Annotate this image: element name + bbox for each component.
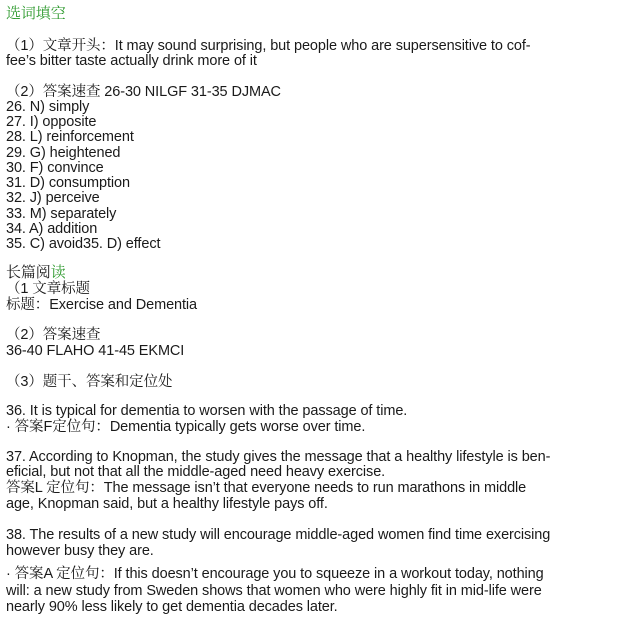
answer-35: 35. C) avoid35. D) effect <box>6 236 161 252</box>
article-title: 标题：Exercise and Dementia <box>6 297 198 313</box>
section2-title-part2: 读 <box>50 264 66 281</box>
opening-line-1: （1）文章开头：It may sound surprising, but people who are supersensitive to cof- <box>6 38 531 54</box>
answer-33: 33. M) separately <box>6 206 117 222</box>
q37-locator-line2: age, Knopman said, but a healthy lifestyle pays off. <box>6 496 328 512</box>
q36-locator: · 答案F定位句：Dementia typically gets worse over time. <box>6 419 366 435</box>
section1-title: 选词填空 <box>6 5 66 22</box>
answer-28: 28. L) reinforcement <box>6 129 134 145</box>
q37-stem-line1: 37. According to Knopman, the study gives the message that a healthy lifestyle is ben- <box>6 449 551 465</box>
section1-answers-heading: （2）答案速查 26-30 NILGF 31-35 DJMAC <box>6 84 281 100</box>
section2-answers-line: 36-40 FLAHO 41-45 EKMCI <box>6 343 185 359</box>
answer-30: 30. F) convince <box>6 160 104 176</box>
q38-stem-line1: 38. The results of a new study will encourage middle-aged women find time exercising <box>6 527 551 543</box>
q38-locator-line1: · 答案A 定位句：If this doesn’t encourage you to squeeze in a workout today, nothing <box>6 566 544 582</box>
section2-answers-heading: （2）答案速查 <box>6 327 101 343</box>
section2-title <box>6 265 66 281</box>
article-heading: （1 文章标题 <box>6 281 90 297</box>
q38-locator-line2: will: a new study from Sweden shows that women who were highly fit in mid-life were <box>6 583 542 599</box>
q37-stem-line2: eficial, but not that all the middle-aged need heavy exercise. <box>6 464 386 480</box>
opening-line-2: fee’s bitter taste actually drink more of it <box>6 53 257 69</box>
stem-heading: （3）题干、答案和定位处 <box>6 374 173 390</box>
answer-32: 32. J) perceive <box>6 190 100 206</box>
q37-locator-line1: 答案L 定位句：The message isn’t that everyone needs to run marathons in middle <box>6 480 527 496</box>
section2-title-part1: 长篇阅 <box>6 264 51 281</box>
answer-26: 26. N) simply <box>6 99 90 115</box>
q36-stem: 36. It is typical for dementia to worsen with the passage of time. <box>6 403 408 419</box>
q38-locator-line3: nearly 90% less likely to get dementia decades later. <box>6 599 338 615</box>
q38-stem-line2: however busy they are. <box>6 543 154 559</box>
answer-31: 31. D) consumption <box>6 175 130 191</box>
answer-27: 27. I) opposite <box>6 114 97 130</box>
answer-29: 29. G) heightened <box>6 145 121 161</box>
answer-34: 34. A) addition <box>6 221 98 237</box>
